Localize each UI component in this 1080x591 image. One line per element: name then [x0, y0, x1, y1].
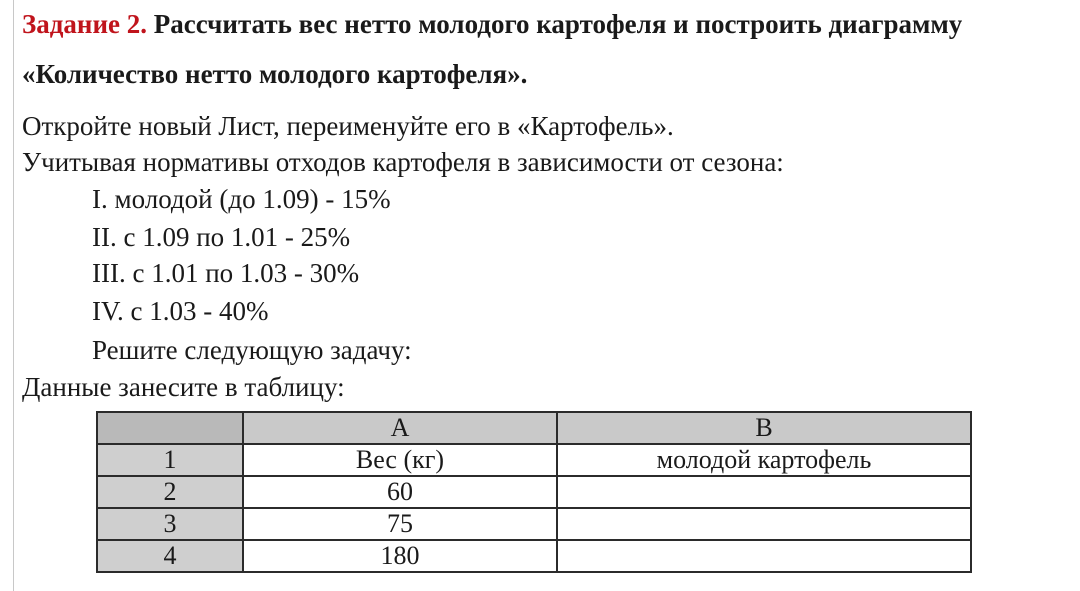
task-label: Задание 2. — [22, 9, 148, 39]
cell-b1: молодой картофель — [557, 444, 971, 476]
instruction-open-sheet: Откройте новый Лист, переименуйте его в «Картофель». — [22, 111, 674, 141]
page-left-border — [13, 0, 14, 591]
row-number: 3 — [97, 508, 243, 540]
instruction-solve: Решите следующую задачу: — [92, 335, 412, 365]
column-header-row — [97, 412, 971, 444]
norm-item-4: IV. с 1.03 - 40% — [92, 296, 269, 326]
norm-item-2: II. с 1.09 по 1.01 - 25% — [92, 222, 351, 252]
task-title-text: Рассчитать вес нетто молодого картофеля и построить диаграмму — [147, 9, 963, 39]
instruction-enter-data: Данные занесите в таблицу: — [22, 372, 345, 402]
row-number: 1 — [97, 444, 243, 476]
table-row — [97, 476, 971, 508]
cell-a4: 180 — [243, 540, 557, 572]
norm-item-3: III. с 1.01 по 1.03 - 30% — [92, 258, 360, 288]
cell-b4 — [557, 540, 971, 572]
row-number: 4 — [97, 540, 243, 572]
table-row — [97, 444, 971, 476]
table-row — [97, 540, 971, 572]
cell-b2 — [557, 476, 971, 508]
instruction-norms-intro: Учитывая нормативы отходов картофеля в зависимости от сезона: — [22, 147, 784, 177]
row-number: 2 — [97, 476, 243, 508]
cell-a1: Вес (кг) — [243, 444, 557, 476]
corner-cell — [97, 412, 243, 444]
column-header-a: A — [243, 412, 557, 444]
column-header-b: B — [557, 412, 971, 444]
cell-b3 — [557, 508, 971, 540]
task-title-line2: «Количество нетто молодого картофеля». — [22, 59, 528, 89]
spreadsheet-table — [96, 411, 972, 573]
cell-a3: 75 — [243, 508, 557, 540]
cell-a2: 60 — [243, 476, 557, 508]
norm-item-1: I. молодой (до 1.09) - 15% — [92, 184, 391, 214]
task-title — [22, 8, 962, 40]
table-row — [97, 508, 971, 540]
